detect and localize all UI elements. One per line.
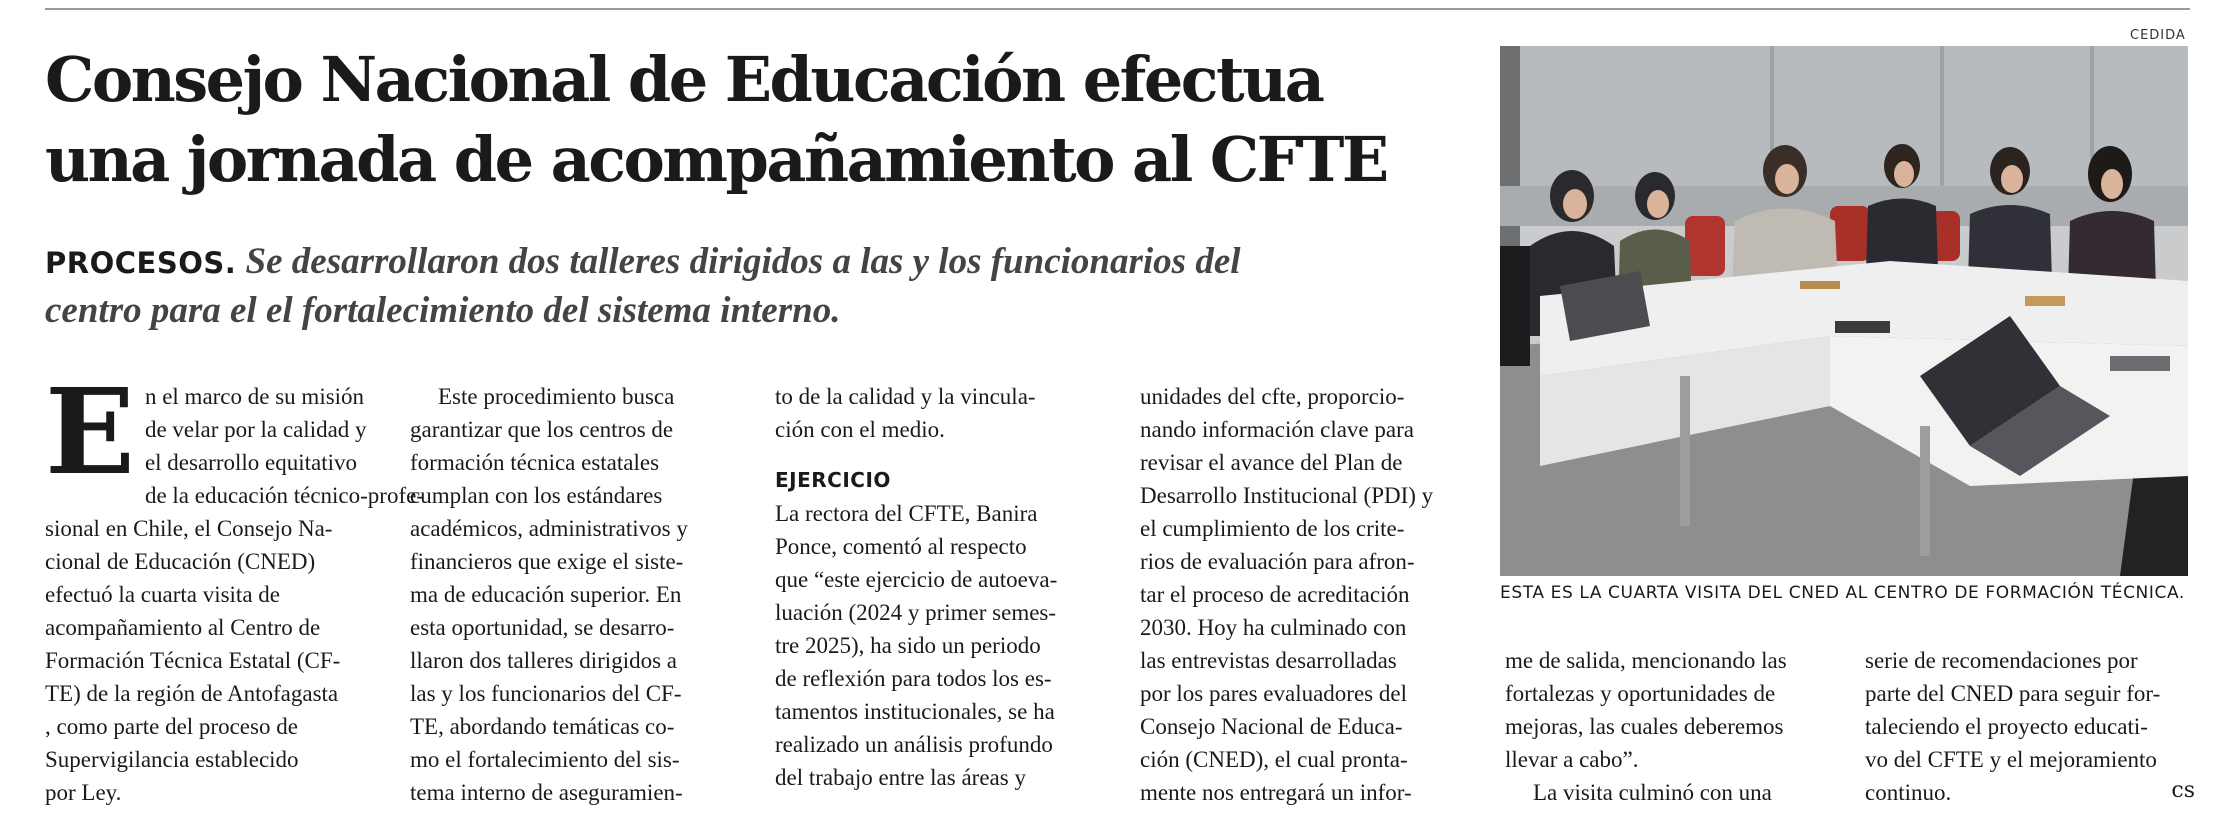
col3-line: luación (2024 y primer semes-	[775, 600, 1057, 625]
col2-line: llaron dos talleres dirigidos a	[410, 648, 677, 673]
article-column-3	[775, 380, 1105, 794]
col2-line: tema interno de aseguramien-	[410, 780, 683, 805]
col3-line: que “este ejercicio de autoeva-	[775, 567, 1058, 592]
col1-line: Formación Técnica Estatal (CF-	[45, 648, 341, 673]
col1-line: TE) de la región de Antofagasta	[45, 681, 339, 706]
col1-line: de la educación técnico-profe-	[144, 483, 424, 508]
col1-line: cional de Educación (CNED)	[45, 549, 316, 574]
col4-line: mente nos entregará un infor-	[1140, 780, 1412, 805]
col6-last-line: continuo.	[1865, 780, 1952, 805]
deck	[45, 238, 1475, 335]
col5-line: fortalezas y oportunidades de	[1505, 681, 1776, 706]
col2-line: formación técnica estatales	[410, 450, 660, 475]
headline-line-1: Consejo Nacional de Educación efectua	[45, 43, 1323, 116]
col2-line: financieros que exige el siste-	[410, 549, 684, 574]
col6-line: taleciendo el proyecto educati-	[1865, 714, 2148, 739]
end-mark: cs	[2171, 778, 2195, 803]
col3-line: realizado un análisis profundo	[775, 732, 1053, 757]
col2-line: las y los funcionarios del CF-	[410, 681, 682, 706]
top-rule	[45, 8, 2190, 10]
drop-cap: E	[45, 362, 135, 501]
headline	[45, 40, 1495, 200]
photo-caption: ESTA ES LA CUARTA VISITA DEL CNED AL CENTRO DE FORMACIÓN TÉCNICA.	[1500, 583, 2185, 603]
col1-line: acompañamiento al Centro de	[45, 615, 321, 640]
col2-line: TE, abordando temáticas co-	[410, 714, 675, 739]
col4-line: rios de evaluación para afron-	[1140, 549, 1415, 574]
col5-line: La visita culminó con una	[1533, 780, 1772, 805]
article-column-1	[45, 362, 424, 809]
col2-line: ma de educación superior. En	[410, 582, 682, 607]
col1-line: efectuó la cuarta visita de	[45, 582, 280, 607]
headline-line-2: una jornada de acompañamiento al CFTE	[45, 123, 1387, 196]
deck-kicker: PROCESOS.	[45, 246, 237, 280]
col4-line: las entrevistas desarrolladas	[1140, 648, 1397, 673]
col3-line: tamentos institucionales, se ha	[775, 699, 1055, 724]
photo-credit: CEDIDA	[2130, 28, 2186, 43]
col1-line: de velar por la calidad y	[144, 417, 367, 442]
col4-line: por los pares evaluadores del	[1140, 681, 1407, 706]
col3-line: La rectora del CFTE, Banira	[775, 501, 1038, 526]
col2-line: académicos, administrativos y	[410, 516, 688, 541]
deck-line-2: centro para el el fortalecimiento del sistema interno.	[45, 290, 841, 331]
col3-line: de reflexión para todos los es-	[775, 666, 1052, 691]
meeting-photo	[1500, 46, 2188, 576]
col4-line: Consejo Nacional de Educa-	[1140, 714, 1403, 739]
col2-line: Este procedimiento busca	[438, 384, 675, 409]
col3-line: Ponce, comentó al respecto	[775, 534, 1027, 559]
col2-line: cumplan con los estándares	[410, 483, 663, 508]
col5-line: me de salida, mencionando las	[1505, 648, 1787, 673]
col6-line: parte del CNED para seguir for-	[1865, 681, 2161, 706]
col1-line: el desarrollo equitativo	[144, 450, 357, 475]
article-column-5	[1505, 644, 1835, 809]
col4-line: unidades del cfte, proporcio-	[1140, 384, 1405, 409]
col6-line: vo del CFTE y el mejoramiento	[1865, 747, 2157, 772]
article-column-6	[1865, 644, 2195, 809]
col1-line: , como parte del proceso de	[45, 714, 298, 739]
col3-line: del trabajo entre las áreas y	[775, 765, 1026, 790]
col2-line: esta oportunidad, se desarro-	[410, 615, 675, 640]
col4-line: Desarrollo Institucional (PDI) y	[1140, 483, 1434, 508]
col4-line: nando información clave para	[1140, 417, 1414, 442]
article-column-2	[410, 380, 740, 809]
col1-line: por Ley.	[45, 780, 122, 805]
col6-line	[1865, 776, 2195, 809]
col2-line: mo el fortalecimiento del sis-	[410, 747, 680, 772]
col3-line: to de la calidad y la vincula-	[775, 384, 1036, 409]
col2-line: garantizar que los centros de	[410, 417, 674, 442]
col1-line: Supervigilancia establecido	[45, 747, 299, 772]
subhead-ejercicio: EJERCICIO	[775, 468, 891, 492]
col5-line: llevar a cabo”.	[1505, 747, 1639, 772]
col4-line: ción (CNED), el cual pronta-	[1140, 747, 1408, 772]
col4-line: el cumplimiento de los crite-	[1140, 516, 1405, 541]
col6-line: serie de recomendaciones por	[1865, 648, 2138, 673]
col3-line: tre 2025), ha sido un periodo	[775, 633, 1041, 658]
article-column-4	[1140, 380, 1470, 809]
col1-line: sional en Chile, el Consejo Na-	[45, 516, 333, 541]
col4-line: revisar el avance del Plan de	[1140, 450, 1403, 475]
col3-line: ción con el medio.	[775, 417, 945, 442]
col5-line: mejoras, las cuales deberemos	[1505, 714, 1784, 739]
col4-line: tar el proceso de acreditación	[1140, 582, 1410, 607]
col4-line: 2030. Hoy ha culminado con	[1140, 615, 1407, 640]
col1-line: n el marco de su misión	[144, 384, 365, 409]
deck-line-1: Se desarrollaron dos talleres dirigidos a las y los funcionarios del	[245, 241, 1241, 282]
